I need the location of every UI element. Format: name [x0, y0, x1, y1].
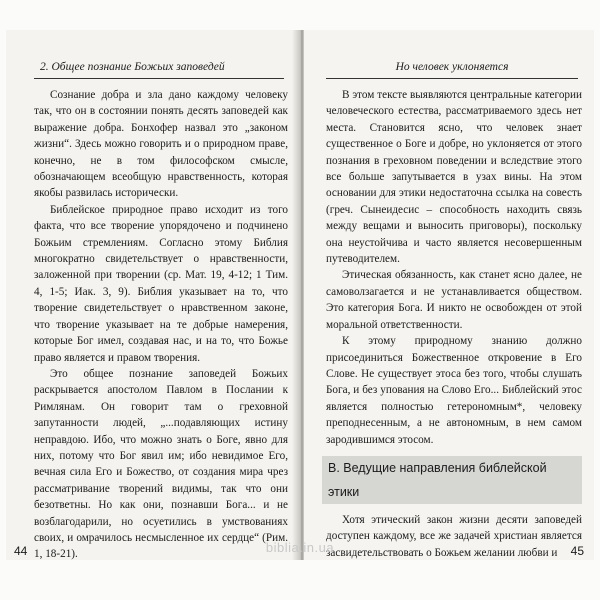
left-paragraph-3: Это общее познание заповедей Божьих раскрывается апостолом Павлом в Послании к Римлянам. Он говорит там о греховной запутанности людей, „...подавляющих истину неправдою. Ибо, что можно знать о Боге, явно для них, потому что Бог явил им; ибо невидимое Его, вечная сила Его и Божество, от создания мира чрез рассматривание творений видимы, так что они безответны. Но как они, познавши Бога... и не возблагодарили, но осуетились в умствованиях своих, и омрачилось несмысленное их сердце“ (Рим. 1, 18-21). [34, 367, 288, 560]
left-paragraph-1: Сознание добра и зла дано каждому человеку так, что он в состоянии понять десять заповедей как выражение добра. Бонхофер назвал это „законом жизни“. Здесь можно говорить и о природном праве, конечно, не в том философском смысле, обозначающем всеобщую нравственность, которая якобы развилась исторически. [34, 89, 288, 200]
section-heading: В. Ведущие направления библейской этики [322, 456, 582, 504]
left-running-head-text: 2. Общее познание Божьих заповедей [40, 61, 225, 73]
right-page-number: 45 [570, 544, 584, 558]
left-paragraph-2: Библейское природное право исходит из того факта, что все творение упорядочено и подчинено Божьим стремлениям. Согласно этому Библия многократно свидетельствует о нравственности, заложенной при творении (ср. Мат. 19, 4-12; 1 Тим. 4, 1-5; Иак. 3, 9). Библия указывает на то, что творение свидетельствует о нравственном законе, что творение указывает на те добрые намерения, которые Бог имел, создавая нас, и на то, что Божье право является и правом творения. [34, 203, 288, 364]
right-page [304, 30, 594, 560]
left-page [6, 30, 298, 560]
right-paragraph-3: К этому природному знанию должно присоединиться Божественное откровение в Его Слове. Не существует этоса без того, чтобы слушать Бога, и без упования на Слово Его... Библейский этос является полностью гетерономным*, человеку преподнесенным, а не автономным, в нем самом зародившимся этосом. [326, 335, 582, 446]
left-page-number: 44 [14, 544, 28, 558]
right-paragraph-2: Этическая обязанность, как станет ясно далее, не самоволзагается и не устанавливается обществом. Это категория Бога. И никто не освобожден от этой моральной ответственности. [326, 269, 582, 331]
watermark: biblia.in.ua [265, 540, 335, 555]
right-running-head-text: Но человек уклоняется [395, 61, 509, 73]
right-paragraph-1: В этом тексте выявляются центральные категории человеческого естества, рассматриваемого здесь нет места. Становится ясно, что человек знает существенное о Боге и добре, но уклоняется от этого познания в греховном поведении и вследствие этого все больше запутывается в узах вины. На этом основании для этики недостаточна ссылка на совесть (греч. Сынеидесис – способность находить связь между вещами и выносить приговоры), поскольку она неустойчива и часто является несовершенным путеводителем. [326, 89, 582, 266]
right-paragraph-4: Хотя этический закон жизни десяти заповедей доступен каждому, все же задачей христиан является засвидетельствовать о Божьем желании любви и [326, 513, 582, 559]
right-running-head [326, 60, 578, 79]
left-running-head [34, 60, 284, 79]
